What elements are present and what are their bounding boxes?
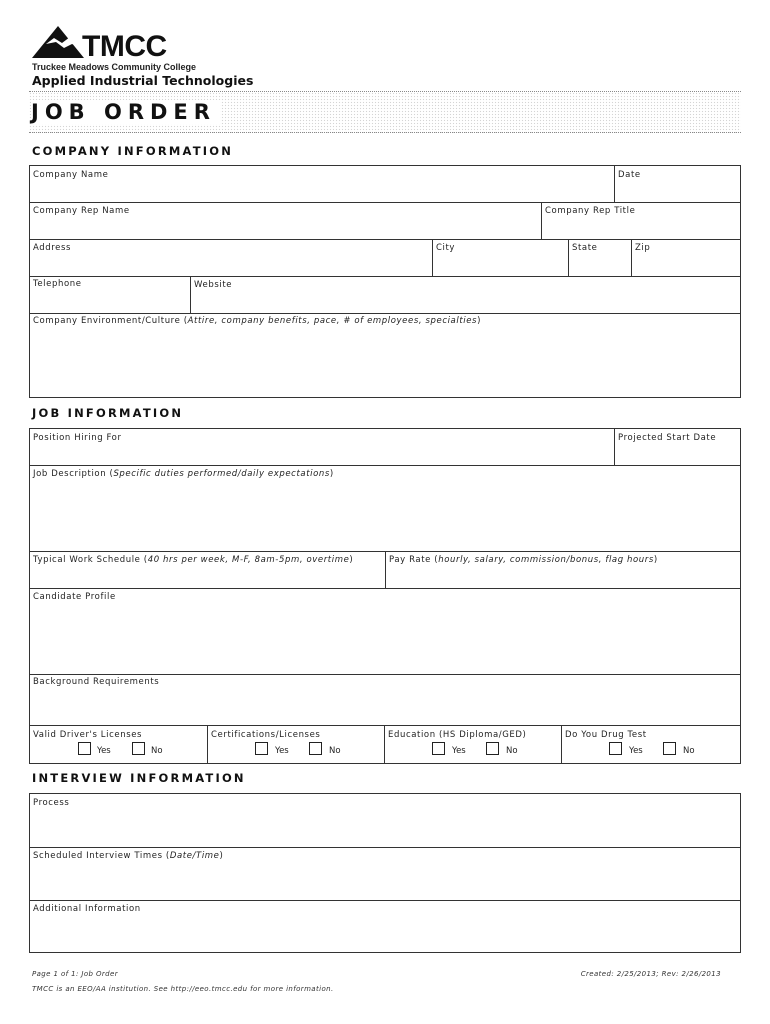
no-label: No bbox=[683, 746, 695, 756]
process-field[interactable] bbox=[30, 794, 741, 847]
rep-title-label: Company Rep Title bbox=[545, 206, 636, 216]
city-label: City bbox=[436, 243, 456, 253]
no-checkbox[interactable] bbox=[663, 742, 676, 755]
rep-name-field[interactable] bbox=[30, 203, 541, 239]
company-name-field[interactable] bbox=[30, 166, 614, 202]
yes-label: Yes bbox=[97, 746, 111, 756]
culture-label: Company Environment/Culture (Attire, company benefits, pace, # of employees, specialties) bbox=[33, 316, 481, 326]
description-field[interactable] bbox=[30, 466, 741, 551]
telephone-label: Telephone bbox=[33, 279, 82, 289]
candidate-field[interactable] bbox=[30, 589, 741, 674]
zip-label: Zip bbox=[635, 243, 651, 253]
telephone-field[interactable] bbox=[30, 277, 190, 313]
position-label: Position Hiring For bbox=[33, 433, 122, 443]
pay-rate-label: Pay Rate (hourly, salary, commission/bonus, flag hours) bbox=[389, 555, 658, 565]
yes-label: Yes bbox=[452, 746, 466, 756]
description-label: Job Description (Specific duties performed/daily expectations) bbox=[33, 469, 334, 479]
city-field[interactable] bbox=[432, 240, 568, 276]
zip-field[interactable] bbox=[631, 240, 741, 276]
no-checkbox[interactable] bbox=[309, 742, 322, 755]
yes-label: Yes bbox=[275, 746, 289, 756]
state-label: State bbox=[572, 243, 598, 253]
yes-checkbox[interactable] bbox=[432, 742, 445, 755]
date-field[interactable] bbox=[614, 166, 741, 202]
question-drivers-license bbox=[30, 726, 207, 764]
background-field[interactable] bbox=[30, 675, 741, 725]
question-label: Valid Driver's Licenses bbox=[33, 730, 143, 740]
yes-checkbox[interactable] bbox=[609, 742, 622, 755]
footer-eeo-notice: TMCC is an EEO/AA institution. See http://eeo.tmcc.edu for more information. bbox=[32, 985, 334, 993]
yes-checkbox[interactable] bbox=[78, 742, 91, 755]
company-section-title: COMPANY INFORMATION bbox=[32, 144, 234, 158]
question-label: Education (HS Diploma/GED) bbox=[388, 730, 527, 740]
no-checkbox[interactable] bbox=[132, 742, 145, 755]
no-label: No bbox=[329, 746, 341, 756]
question-label: Certifications/Licenses bbox=[211, 730, 321, 740]
question-certifications bbox=[207, 726, 384, 764]
no-label: No bbox=[506, 746, 518, 756]
schedule-field[interactable] bbox=[30, 552, 385, 588]
interview-section-title: INTERVIEW INFORMATION bbox=[32, 771, 246, 785]
process-label: Process bbox=[33, 798, 70, 808]
title-band bbox=[29, 91, 741, 133]
interview-times-field[interactable] bbox=[30, 848, 741, 900]
interview-times-label: Scheduled Interview Times (Date/Time) bbox=[33, 851, 224, 861]
question-drug-test bbox=[561, 726, 741, 764]
interview-information-form bbox=[29, 793, 741, 953]
yes-label: Yes bbox=[629, 746, 643, 756]
job-section-title: JOB INFORMATION bbox=[32, 406, 184, 420]
state-field[interactable] bbox=[568, 240, 631, 276]
culture-field[interactable] bbox=[30, 314, 741, 398]
department-name: Applied Industrial Technologies bbox=[32, 73, 254, 88]
footer-page-number: Page 1 of 1: Job Order bbox=[32, 970, 119, 978]
footer-created-date: Created: 2/25/2013; Rev: 2/26/2013 bbox=[580, 970, 721, 978]
pay-rate-field[interactable] bbox=[385, 552, 741, 588]
background-label: Background Requirements bbox=[33, 677, 160, 687]
question-label: Do You Drug Test bbox=[565, 730, 647, 740]
position-field[interactable] bbox=[30, 429, 614, 465]
no-checkbox[interactable] bbox=[486, 742, 499, 755]
job-information-form bbox=[29, 428, 741, 764]
address-label: Address bbox=[33, 243, 72, 253]
college-name: Truckee Meadows Community College bbox=[32, 62, 197, 72]
start-date-label: Projected Start Date bbox=[618, 433, 717, 443]
company-name-label: Company Name bbox=[33, 170, 109, 180]
additional-info-label: Additional Information bbox=[33, 904, 141, 914]
question-education bbox=[384, 726, 561, 764]
rep-title-field[interactable] bbox=[541, 203, 741, 239]
rep-name-label: Company Rep Name bbox=[33, 206, 130, 216]
website-field[interactable] bbox=[190, 277, 741, 313]
schedule-label: Typical Work Schedule (40 hrs per week, M-F, 8am-5pm, overtime) bbox=[33, 555, 354, 565]
additional-info-field[interactable] bbox=[30, 901, 741, 953]
no-label: No bbox=[151, 746, 163, 756]
logo-wordmark: TMCC bbox=[82, 30, 167, 63]
candidate-label: Candidate Profile bbox=[33, 592, 116, 602]
date-label: Date bbox=[618, 170, 641, 180]
yes-checkbox[interactable] bbox=[255, 742, 268, 755]
website-label: Website bbox=[194, 280, 233, 290]
page-title: JOB ORDER bbox=[31, 100, 220, 124]
start-date-field[interactable] bbox=[614, 429, 741, 465]
company-information-form bbox=[29, 165, 741, 398]
address-field[interactable] bbox=[30, 240, 432, 276]
